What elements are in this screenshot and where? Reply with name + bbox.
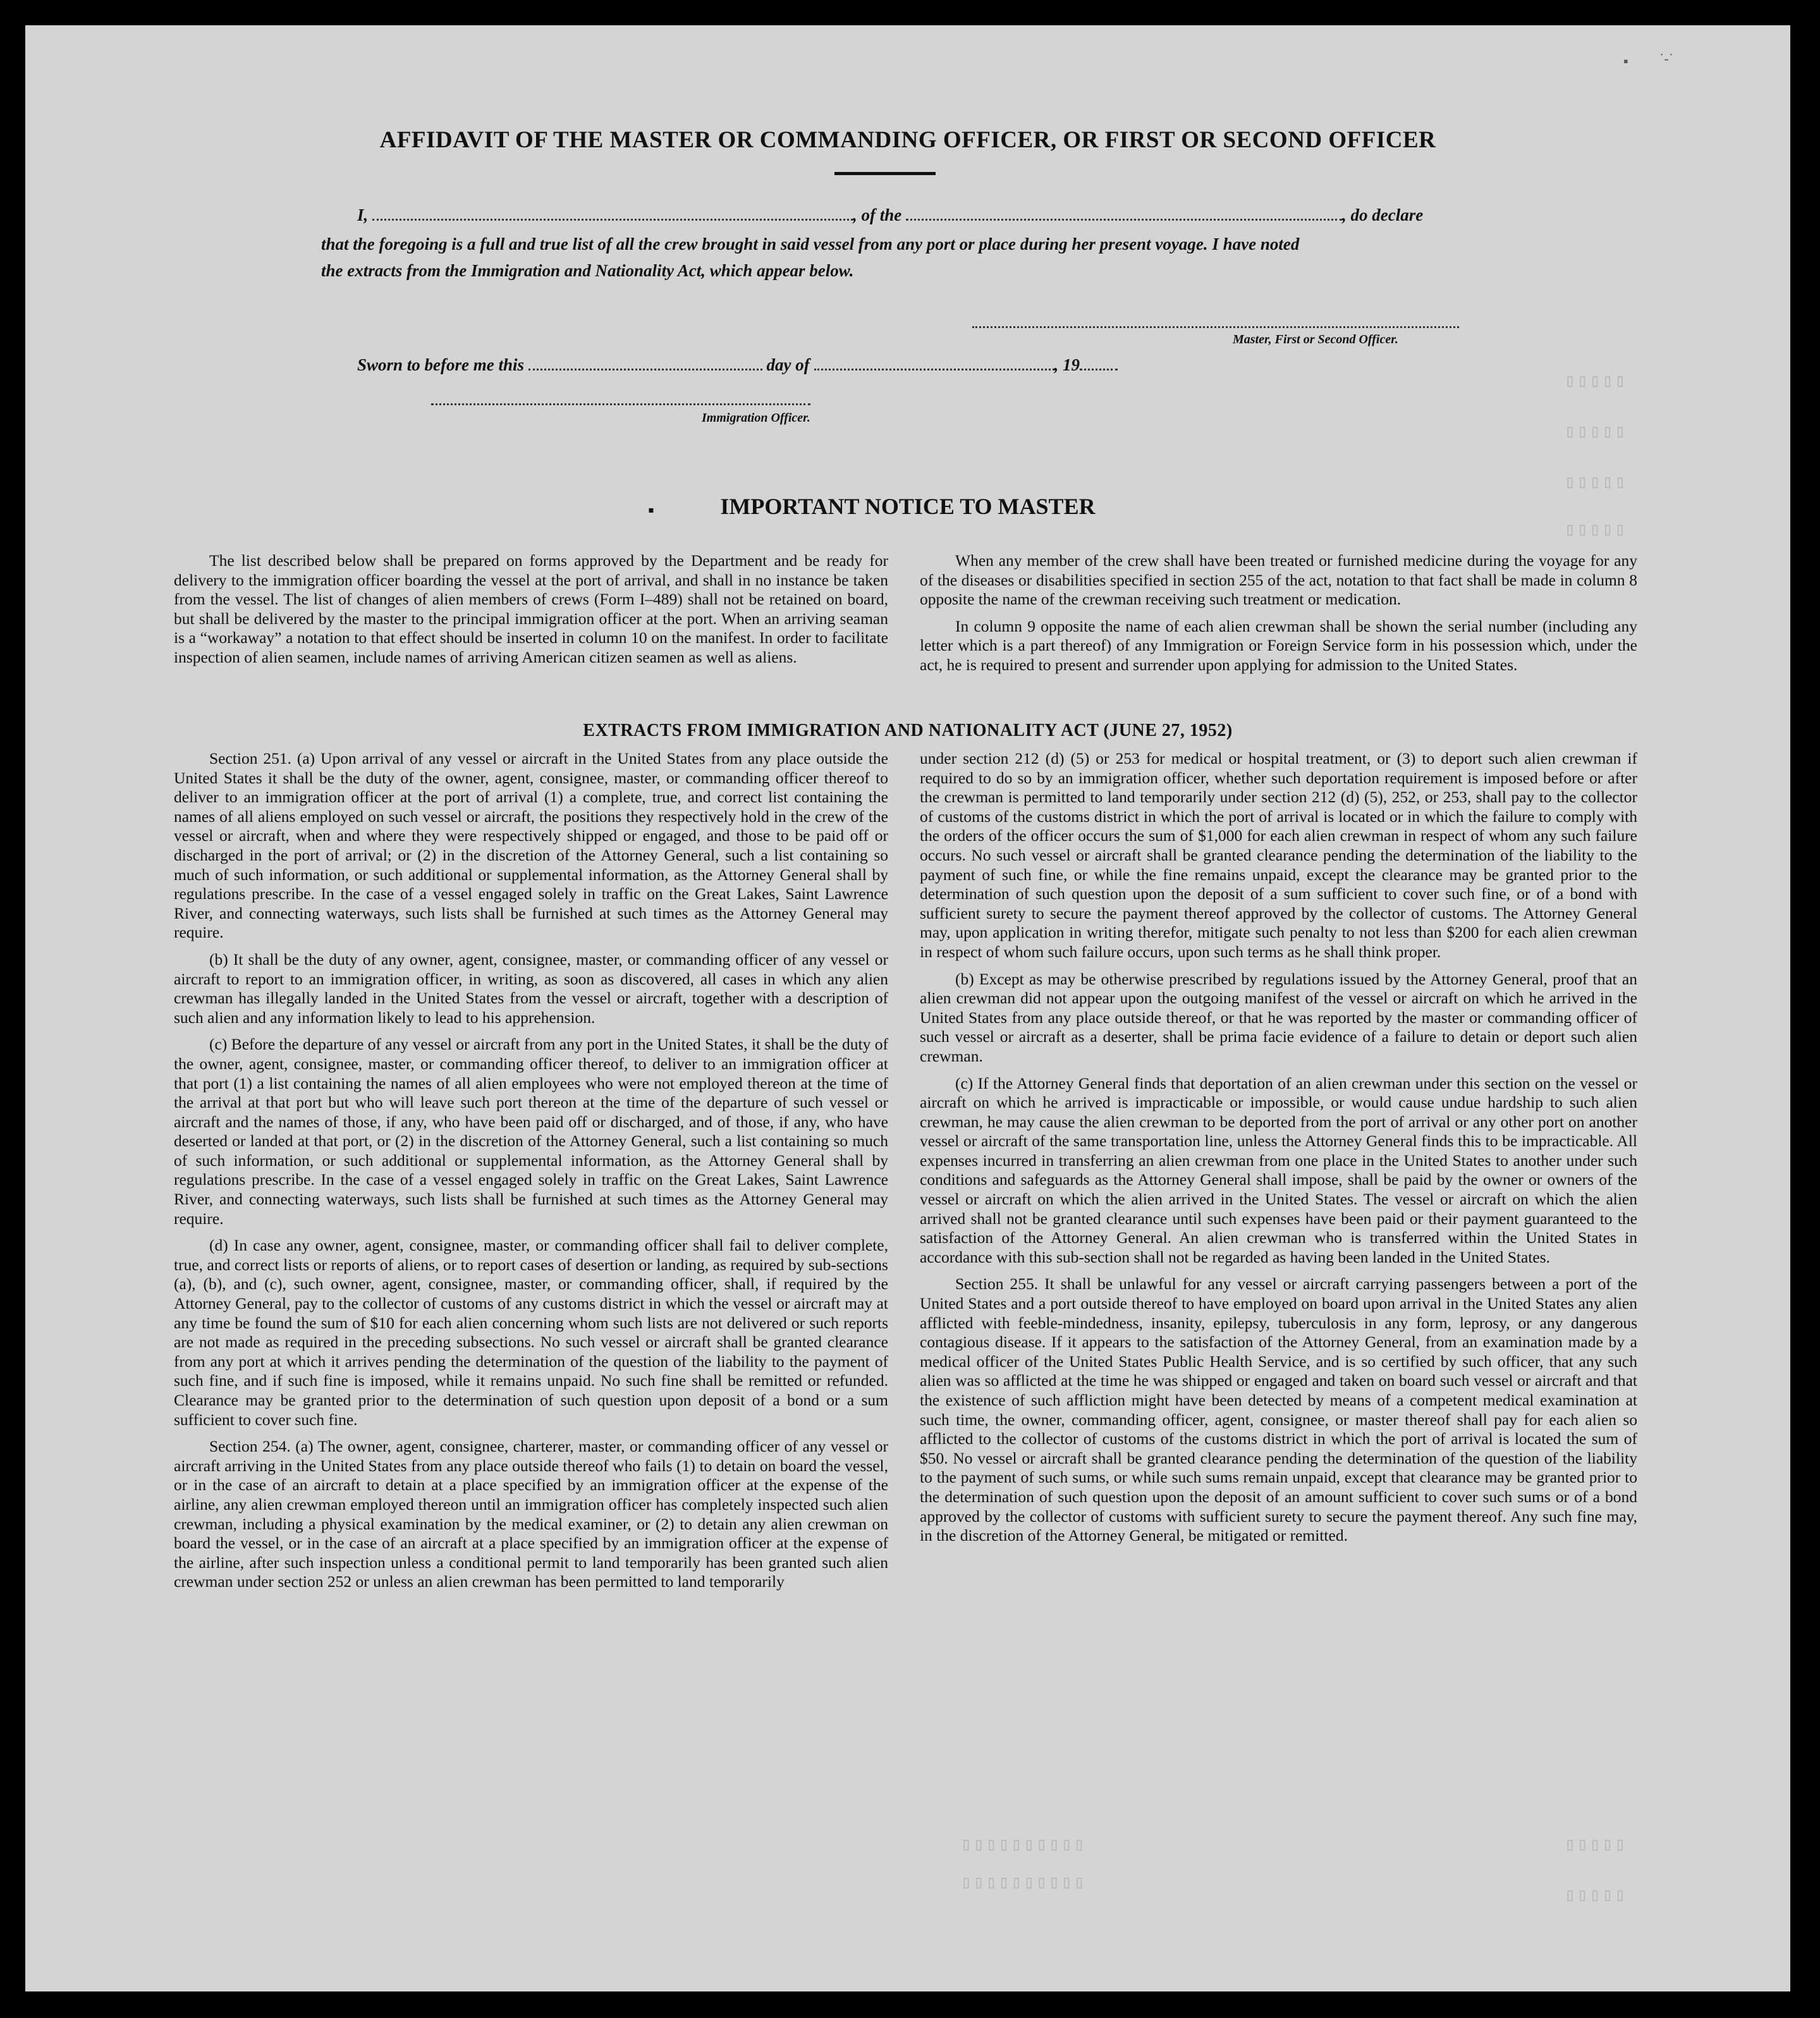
title-divider: [834, 172, 936, 175]
bleed-through-mark: ▯▯▯▯▯: [1565, 474, 1628, 493]
immigration-officer-label: Immigration Officer.: [702, 411, 810, 425]
extract-paragraph: Section 255. It shall be unlawful for any vessel or aircraft carrying passengers between a port of the United States and a port outside thereof to have employed on board upon arrival in the United States any alien afflicted with feeble-mindedness, insanity, epilepsy, tuberculosis in any form, leprosy, or any dangerous contagious disease. If it appears to the satisfaction of the Attorney General, from an examination made by a medical officer of the United States Public Health Service, and is so certified by such officer, that any such alien was so afflicted at the time he was shipped or engaged and taken on board such vessel or aircraft and that the existence of such affliction might have been detected by means of a competent medical examination at such time, the owner, commanding officer, agent, consignee, or master thereof shall pay for each alien so afflicted to the collector of customs of the customs district in which the port of arrival is located the sum of $50. No vessel or aircraft shall be granted clearance pending the determination of the question of the liability to the payment of such sums, or while such sums remain unpaid, except that clearance may be granted prior to the determination of such question upon the deposit of an amount sufficient to cover such sums or of a bond approved by the collector of customs with sufficient surety to secure the payment thereof. Any such fine may, in the discretion of the Attorney General, be mitigated or remitted.: [920, 1275, 1637, 1545]
bleed-through-mark: ▯▯▯▯▯: [1565, 372, 1628, 392]
immigration-officer-signature-line[interactable]: [431, 403, 810, 405]
sworn-year-blank[interactable]: [1080, 365, 1118, 370]
extract-paragraph: Section 254. (a) The owner, agent, consignee, charterer, master, or commanding officer of any vessel or aircraft arriving in the United States from any place outside thereof who fails (1) to detain on board the vessel, or in the case of an aircraft to detain at a place specified by an immigration officer at the expense of the airline, any alien crewman employed thereon until an immigration officer has completely inspected such alien crewman, including a physical examination by the medical examiner, or (2) to detain any alien crewman on board the vessel, or in the case of an aircraft at a place specified by an immigration officer at the expense of the airline, after such inspection unless a conditional permit to land temporarily has been granted such alien crewman under section 252 or unless an alien crewman has been permitted to land temporarily: [174, 1437, 888, 1591]
bleed-through-mark: ▯▯▯▯▯: [1565, 1836, 1628, 1856]
extract-paragraph: (d) In case any owner, agent, consignee, master, or commanding officer shall fail to deliver complete, true, and correct lists or reports of aliens, or to report cases of desertion or landing, as required by sub-sections (a), (b), and (c), such owner, agent, consignee, master, or commanding officer, shall, if required by the Attorney General, pay to the collector of customs of any customs district in which the vessel or aircraft may at any time be found the sum of $10 for each alien concerning whom such lists are not delivered or such reports are not made as required in the preceding subsections. No such vessel or aircraft shall be granted clearance from any port at which it arrives pending the determination of the question of the liability to the payment of such fine, and if such fine is imposed, while it remains unpaid. No such fine shall be remitted or refunded. Clearance may be granted prior to the determination of such question upon deposit of a bond or a sum sufficient to cover such fine.: [174, 1236, 888, 1429]
statement-line-1: that the foregoing is a full and true list of all the crew brought in said vessel from any port or place during her present voyage. I have noted: [321, 235, 1300, 254]
extracts-right-column: [920, 749, 1637, 1546]
notice-left-paragraph: The list described below shall be prepared on forms approved by the Department and be ready for delivery to the immigration officer boarding the vessel at the port of arrival, and shall in no instance be taken from the vessel. The list of changes of alien members of crews (Form I–489) shall not be retained on board, but shall be delivered by the master to the principal immigration officer at the port. When an arriving seaman is a “workaway” a notation to that effect should be inserted in column 10 on the manifest. In order to facilitate inspection of alien seamen, include names of arriving American citizen seamen as well as aliens.: [174, 551, 888, 666]
extract-paragraph: (b) It shall be the duty of any owner, agent, consignee, master, or commanding officer of any vessel or aircraft to report to an immigration officer, in writing, as soon as discovered, all cases in which any alien crewman has illegally landed in the United States from the vessel or aircraft, together with a description of such alien and any information likely to lead to his apprehension.: [174, 950, 888, 1027]
notice-right-paragraph-2: In column 9 opposite the name of each alien crewman shall be shown the serial number (including any letter which is a part thereof) of any Immigration or Foreign Service form in his possession which, under the act, he is required to present and surrender upon applying for admission to the United States.: [920, 616, 1637, 674]
name-blank[interactable]: [372, 215, 853, 221]
document-page: [25, 25, 1790, 1991]
bleed-through-mark: ▯▯▯▯▯▯▯▯▯▯: [961, 1836, 1087, 1856]
extracts-title: EXTRACTS FROM IMMIGRATION AND NATIONALITY ACT (JUNE 27, 1952): [583, 721, 1233, 740]
declaration-line: [357, 205, 1495, 225]
year-label: , 19: [1054, 355, 1080, 374]
notice-right-column: [920, 551, 1637, 675]
sworn-month-blank[interactable]: [814, 365, 1054, 370]
notice-right-paragraph-1: When any member of the crew shall have been treated or furnished medicine during the voyage for any of the diseases or disabilities specified in section 255 of the act, notation to that fact shall be made in column 8 opposite the name of the crewman receiving such treatment or medication.: [920, 551, 1637, 609]
affidavit-title: AFFIDAVIT OF THE MASTER OR COMMANDING OFFICER, OR FIRST OR SECOND OFFICER: [379, 127, 1436, 153]
extract-paragraph: (c) Before the departure of any vessel or aircraft from any port in the United States, it shall be the duty of the owner, agent, consignee, master, or commanding officer thereof, to deliver to an immigration officer at that port (1) a list containing the names of all alien employees who were not employed thereon at the time of the arrival at that port but who will leave such port thereon at the time of the departure of such vessel or aircraft and the names of those, if any, who have been paid off or discharged, and of those, if any, who have deserted or landed at that port, or (2) in the discretion of the Attorney General, such a list containing so much of such information, or such additional or supplemental information, as the Attorney General shall by regulations prescribe. In the case of a vessel engaged solely in traffic on the Great Lakes, Saint Lawrence River, and connecting waterways, such lists shall be furnished at such times as the Attorney General may require.: [174, 1035, 888, 1228]
sworn-label: Sworn to before me this: [357, 355, 525, 374]
speck-mark: ˙-˙: [1659, 51, 1673, 66]
notice-title: IMPORTANT NOTICE TO MASTER: [720, 494, 1096, 519]
extract-paragraph: (c) If the Attorney General finds that deportation of an alien crewman under this section on the vessel or aircraft on which he arrived is impracticable or impossible, or would cause undue hardship to such alien crewman, he may cause the alien crewman to be deported from the port of arrival or any other port on another vessel or aircraft of the same transportation line, unless the Attorney General finds this to be impracticable. All expenses incurred in transferring an alien crewman from one place in the United States to another under such conditions and safeguards as the Attorney General shall impose, shall be paid by the owner or owners of the vessel or aircraft on which the alien arrived in the United States. The vessel or aircraft on which the alien arrived shall not be granted clearance until such expenses have been paid or their payment guaranteed to the satisfaction of the Attorney General. An alien crewman who is transferred within the United States in accordance with this sub-section shall not be regarded as having been landed in the United States.: [920, 1073, 1637, 1266]
statement-line-2: the extracts from the Immigration and Nationality Act, which appear below.: [321, 261, 854, 280]
notice-left-column: [174, 551, 888, 668]
day-of-label: day of: [766, 355, 810, 374]
of-the-label: , of the: [853, 205, 902, 224]
bleed-through-mark: ▯▯▯▯▯▯▯▯▯▯: [961, 1874, 1087, 1893]
sworn-line: [357, 355, 1118, 375]
master-signature-label: Master, First or Second Officer.: [1233, 333, 1398, 346]
sworn-day-blank[interactable]: [528, 365, 762, 370]
bleed-through-mark: ▯▯▯▯▯: [1565, 521, 1628, 541]
speck-mark: ▪: [1623, 53, 1628, 69]
i-label: I,: [357, 205, 369, 224]
speck-mark: ▪: [648, 501, 654, 520]
master-signature-line[interactable]: [972, 326, 1459, 328]
extract-paragraph: Section 251. (a) Upon arrival of any vessel or aircraft in the United States from any place outside the United States it shall be the duty of the owner, agent, consignee, master, or commanding officer thereof to deliver to an immigration officer at the port of arrival (1) a complete, true, and correct list containing the names of all aliens employed on such vessel or aircraft, the positions they respectively hold in the crew of the vessel or aircraft, when and where they were respectively shipped or engaged, and those to be paid off or discharged in the port of arrival; or (2) in the discretion of the Attorney General, such a list containing so much of such information, or such additional or supplemental information, as the Attorney General shall by regulations prescribe. In the case of a vessel engaged solely in traffic on the Great Lakes, Saint Lawrence River, and connecting waterways, such lists shall be furnished at such times as the Attorney General may require.: [174, 749, 888, 942]
vessel-blank[interactable]: [906, 215, 1342, 221]
declare-label: , do declare: [1342, 205, 1424, 224]
extract-paragraph: under section 212 (d) (5) or 253 for medical or hospital treatment, or (3) to deport such alien crewman if required to do so by an immigration officer, whether such deportation requirement is imposed before or after the crewman is permitted to land temporarily under section 212 (d) (5), 252, or 253, shall pay to the collector of customs of the customs district in which the port of arrival is located or in which the failure to comply with the orders of the officer occurs the sum of $1,000 for each alien crewman in respect of whom any such failure occurs. No such vessel or aircraft shall be granted clearance pending the determination of the liability to the payment of such fine, or while the fine remains unpaid, except the clearance may be granted prior to the determination of such question upon the deposit of a sum sufficient to cover such fine, or of a bond with sufficient surety to secure the payment thereof approved by the collector of customs. The Attorney General may, upon application in writing therefor, mitigate such penalty to not less than $200 for each alien crewman in respect of whom such failure occurs, upon such terms as he shall think proper.: [920, 749, 1637, 961]
extract-paragraph: (b) Except as may be otherwise prescribed by regulations issued by the Attorney General, proof that an alien crewman did not appear upon the outgoing manifest of the vessel or aircraft on which he arrived in the United States from any place outside thereof, or that he was reported by the master or commanding officer of such vessel or aircraft as a deserter, shall be prima facie evidence of a failure to detain or deport such alien crewman.: [920, 969, 1637, 1065]
bleed-through-mark: ▯▯▯▯▯: [1565, 423, 1628, 443]
extracts-left-column: [174, 749, 888, 1592]
bleed-through-mark: ▯▯▯▯▯: [1565, 1887, 1628, 1906]
